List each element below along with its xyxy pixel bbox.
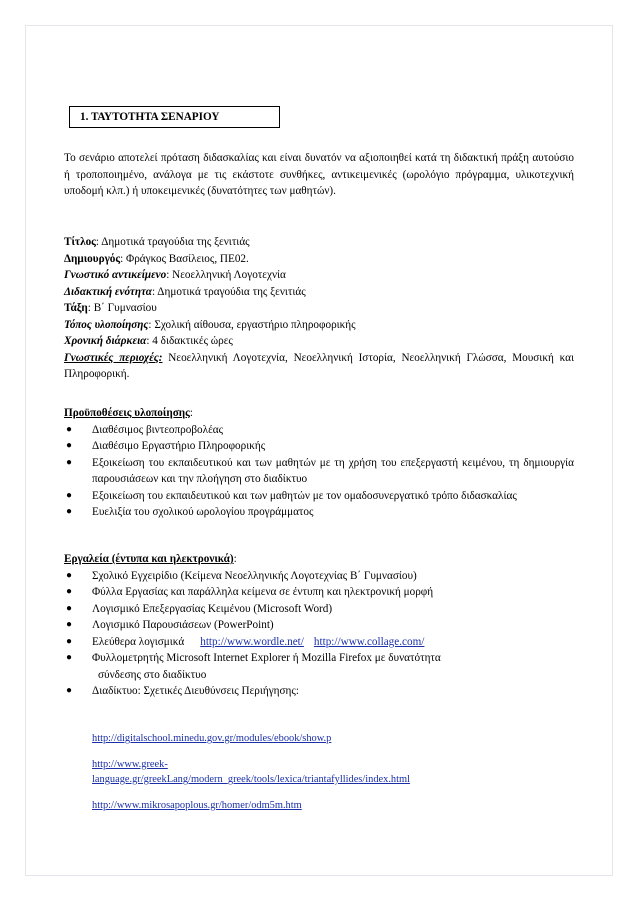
place-label: Τόπος υλοποίησης [64, 318, 149, 331]
bullet-icon: ● [65, 602, 73, 614]
list-item: ● Φυλλομετρητής Microsoft Internet Explorer ή Mozilla Firefox με δυνατότητα σύνδεσης στο διαδίκτυο [65, 652, 441, 681]
class-value: : Β΄ Γυμνασίου [87, 302, 157, 314]
meta-block [64, 234, 574, 383]
bullet-icon: ● [65, 619, 73, 630]
digitalschool-link[interactable]: http://digitalschool.minedu.gov.gr/modules/ebook/show.p [92, 733, 332, 744]
bullet-icon: ● [65, 652, 73, 663]
duration-label: Χρονική διάρκεια [64, 335, 147, 347]
bullet-icon: ● [65, 440, 73, 451]
list-item: ● Διαδίκτυο: Σχετικές Διευθύνσεις Περιήγησης: [64, 683, 574, 700]
prereq-title: Προϋποθέσεις υλοποίησης [64, 407, 190, 419]
areas-label: Γνωστικές περιοχές: [64, 351, 163, 364]
tools-title: Εργαλεία (έντυπα και ηλεκτρονικά) [64, 553, 234, 565]
list-item: ● Σχολικό Εγχειρίδιο (Κείμενα Νεοελληνικής Λογοτεχνίας Β΄ Γυμνασίου) [64, 568, 574, 585]
list-item: ● Λογισμικό Παρουσιάσεων (PowerPoint) [64, 617, 574, 634]
title-label: Τίτλος [64, 236, 96, 248]
subject-label: Γνωστικό αντικείμενο [64, 269, 167, 281]
bullet-icon: ● [65, 506, 73, 517]
title-value: : Δημοτικά τραγούδια της ξενιτιάς [95, 236, 250, 248]
list-item [64, 634, 574, 651]
areas-value: Νεοελληνική Λογοτεχνία, Νεοελληνική Ιστορία, Νεοελληνική Γλώσσα, Μουσική και Πληροφορική. [64, 351, 574, 380]
tools-colon: : [233, 553, 237, 565]
list-item: ● Λογισμικό Επεξεργασίας Κειμένου (Microsoft Word) [64, 601, 574, 618]
list-item: ● Εξοικείωση του εκπαιδευτικού και των μαθητών με τη χρήση του επεξεργαστή κειμένου, τη δημιουργία παρουσιάσεων και την πλοήγηση στο διαδίκτυο [65, 456, 574, 485]
prereq-list [64, 422, 574, 521]
place-value: : Σχολική αίθουσα, εργαστήριο πληροφορικής [148, 318, 356, 331]
free-software-label: Ελεύθερα λογισμικά [92, 635, 185, 648]
bullet-icon: ● [65, 635, 73, 647]
author-label: Δημιουργός [64, 252, 121, 265]
prereq-colon: : [189, 407, 193, 419]
author-value: : Φράγκος Βασίλειος, ΠΕ02. [120, 252, 249, 265]
unit-label: Διδακτική ενότητα [64, 285, 152, 298]
intro-paragraph: Το σενάριο αποτελεί πρόταση διδασκαλίας και είναι δυνατόν να αξιοποιηθεί κατά τη διδακτική πράξη αυτούσιο ή τροποποιημένο, ανάλογα με τις εκάστοτε συνθήκες, αντικειμενικές (ωρολόγιο πρόγραμμα, υλικοτεχνική υποδομή κλπ.) ή υποκειμενικές (δυνατότητες των μαθητών). [64, 152, 574, 197]
bullet-icon: ● [65, 569, 73, 581]
section-heading [69, 106, 280, 128]
prereq-section [64, 405, 574, 521]
list-item: ● Φύλλα Εργασίας και παράλληλα κείμενα σε έντυπη και ηλεκτρονική μορφή [64, 584, 574, 601]
tools-section [64, 551, 574, 700]
greek-language-link-part1[interactable]: http://www.greek- [92, 759, 168, 770]
bullet-icon: ● [65, 685, 73, 696]
tools-list [64, 568, 574, 700]
list-item: ● Διαθέσιμος βιντεοπροβολέας [64, 422, 574, 439]
list-item: ● Εξοικείωση του εκπαιδευτικού και των μαθητών με τον ομαδοσυνεργατικό τρόπο διδασκαλίας [64, 488, 574, 505]
links-block [92, 731, 572, 813]
bullet-icon: ● [65, 586, 73, 597]
mikrosapoplous-link[interactable]: http://www.mikrosapoplous.gr/homer/odm5m.htm [92, 800, 302, 811]
bullet-icon: ● [65, 456, 73, 468]
collage-link[interactable]: http://www.collage.com/ [313, 635, 425, 648]
list-item: ● Διαθέσιμο Εργαστήριο Πληροφορικής [64, 438, 574, 455]
bullet-icon: ● [65, 489, 73, 501]
subject-value: : Νεοελληνική Λογοτεχνία [166, 269, 286, 281]
greek-language-link-part2[interactable]: language.gr/greekLang/modern_greek/tools/lexica/triantafyllides/index.html [92, 774, 410, 785]
unit-value: : Δημοτικά τραγούδια της ξενιτιάς [152, 285, 306, 298]
duration-value: : 4 διδακτικές ώρες [146, 335, 233, 347]
wordle-link[interactable]: http://www.wordle.net/ [200, 635, 304, 648]
class-label: Τάξη [64, 302, 88, 314]
list-item: ● Ευελιξία του σχολικού ωρολογίου προγράμματος [64, 504, 574, 521]
bullet-icon: ● [65, 423, 73, 435]
document-page [25, 25, 613, 876]
heading-text: 1. ΤΑΥΤΟΤΗΤΑ ΣΕΝΑΡΙΟΥ [80, 107, 279, 127]
